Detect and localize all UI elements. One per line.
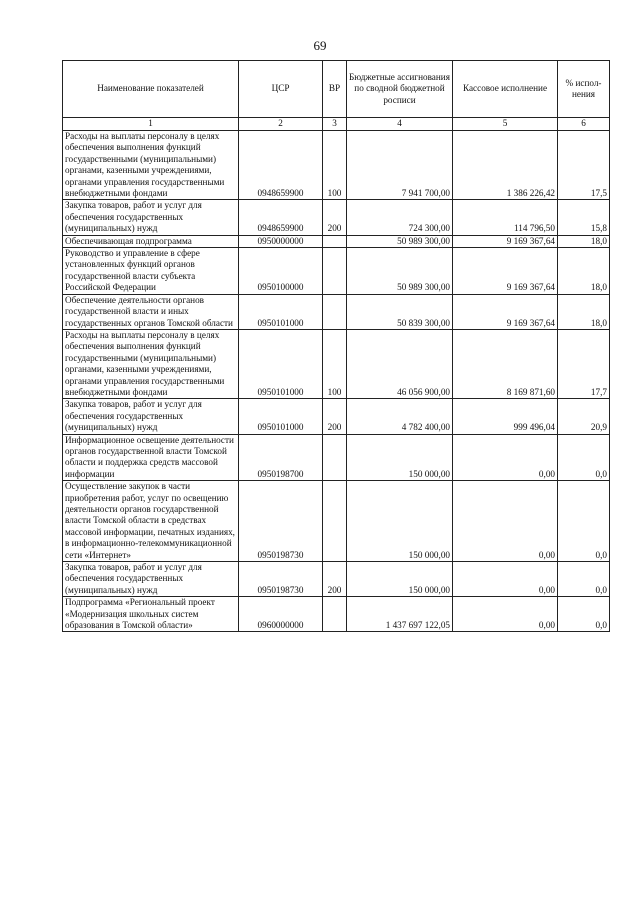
row-budget: 150 000,00	[347, 434, 453, 481]
col-index: 6	[558, 118, 610, 131]
col-index: 2	[239, 118, 323, 131]
row-pct: 18,0	[558, 294, 610, 329]
row-budget: 50 989 300,00	[347, 248, 453, 295]
row-vr: 200	[323, 200, 347, 235]
row-vr	[323, 597, 347, 632]
row-csr: 0950000000	[239, 235, 323, 247]
row-name: Закупка товаров, работ и услуг для обеспечения государственных (муниципальных) нужд	[63, 562, 239, 597]
table-row	[63, 399, 610, 434]
row-csr: 0948659900	[239, 131, 323, 200]
row-cash: 0,00	[453, 434, 558, 481]
header-csr: ЦСР	[239, 61, 323, 118]
row-cash: 9 169 367,64	[453, 235, 558, 247]
row-csr: 0960000000	[239, 597, 323, 632]
table-row	[63, 329, 610, 398]
row-budget: 50 839 300,00	[347, 294, 453, 329]
row-budget: 724 300,00	[347, 200, 453, 235]
row-name: Расходы на выплаты персоналу в целях обеспечения выполнения функций государственными (муниципальными) органами, казенными учреждениями, органами управления государственными внебюджетными фондами	[63, 131, 239, 200]
table-row	[63, 131, 610, 200]
row-pct: 20,9	[558, 399, 610, 434]
row-pct: 0,0	[558, 481, 610, 562]
row-pct: 0,0	[558, 597, 610, 632]
table-row	[63, 434, 610, 481]
row-vr: 200	[323, 562, 347, 597]
row-vr	[323, 235, 347, 247]
row-budget: 50 989 300,00	[347, 235, 453, 247]
row-vr: 100	[323, 131, 347, 200]
row-budget: 150 000,00	[347, 562, 453, 597]
row-csr: 0950101000	[239, 294, 323, 329]
header-cash: Кассовое исполнение	[453, 61, 558, 118]
row-cash: 0,00	[453, 597, 558, 632]
row-cash: 114 796,50	[453, 200, 558, 235]
table-row	[63, 597, 610, 632]
row-vr	[323, 434, 347, 481]
col-index: 4	[347, 118, 453, 131]
row-vr	[323, 481, 347, 562]
row-pct: 18,0	[558, 235, 610, 247]
table-row	[63, 294, 610, 329]
row-cash: 8 169 871,60	[453, 329, 558, 398]
row-csr: 0950198700	[239, 434, 323, 481]
row-pct: 18,0	[558, 248, 610, 295]
row-csr: 0950101000	[239, 329, 323, 398]
row-budget: 150 000,00	[347, 481, 453, 562]
table-row	[63, 235, 610, 247]
row-vr	[323, 248, 347, 295]
row-csr: 0950101000	[239, 399, 323, 434]
header-row	[63, 61, 610, 118]
row-cash: 1 386 226,42	[453, 131, 558, 200]
col-index: 5	[453, 118, 558, 131]
header-pct: % испол-нения	[558, 61, 610, 118]
row-csr: 0950100000	[239, 248, 323, 295]
table-row	[63, 481, 610, 562]
row-budget: 1 437 697 122,05	[347, 597, 453, 632]
row-name: Расходы на выплаты персоналу в целях обеспечения выполнения функций государственными (муниципальными) органами, казенными учреждениями, органами управления государственными внебюджетными фондами	[63, 329, 239, 398]
row-cash: 999 496,04	[453, 399, 558, 434]
header-budget: Бюджетные ассигнования по сводной бюджетной росписи	[347, 61, 453, 118]
row-csr: 0950198730	[239, 481, 323, 562]
column-index-row	[63, 118, 610, 131]
header-vr: ВР	[323, 61, 347, 118]
table-row	[63, 562, 610, 597]
row-cash: 9 169 367,64	[453, 294, 558, 329]
row-budget: 4 782 400,00	[347, 399, 453, 434]
row-csr: 0950198730	[239, 562, 323, 597]
table-row	[63, 248, 610, 295]
page-number: 69	[313, 38, 327, 53]
row-name: Закупка товаров, работ и услуг для обеспечения государственных (муниципальных) нужд	[63, 200, 239, 235]
row-name: Подпрограмма «Региональный проект «Модернизация школьных систем образования в Томской области»	[63, 597, 239, 632]
row-name: Обеспечение деятельности органов государственной власти и иных государственных органов Томской области	[63, 294, 239, 329]
header-name: Наименование показателей	[63, 61, 239, 118]
row-vr	[323, 294, 347, 329]
row-pct: 0,0	[558, 562, 610, 597]
row-cash: 9 169 367,64	[453, 248, 558, 295]
row-csr: 0948659900	[239, 200, 323, 235]
row-name: Осуществление закупок в части приобретения работ, услуг по освещению деятельности органов государственной власти Томской области в средствах массовой информации, печатных изданиях, в информационно-телекоммуникационной сети «Интернет»	[63, 481, 239, 562]
table-row	[63, 200, 610, 235]
row-cash: 0,00	[453, 481, 558, 562]
row-vr: 200	[323, 399, 347, 434]
row-pct: 15,8	[558, 200, 610, 235]
row-name: Обеспечивающая подпрограмма	[63, 235, 239, 247]
row-name: Закупка товаров, работ и услуг для обеспечения государственных (муниципальных) нужд	[63, 399, 239, 434]
row-budget: 7 941 700,00	[347, 131, 453, 200]
row-pct: 0,0	[558, 434, 610, 481]
col-index: 3	[323, 118, 347, 131]
row-cash: 0,00	[453, 562, 558, 597]
col-index: 1	[63, 118, 239, 131]
row-vr: 100	[323, 329, 347, 398]
row-budget: 46 056 900,00	[347, 329, 453, 398]
budget-execution-table	[62, 60, 610, 632]
row-pct: 17,5	[558, 131, 610, 200]
row-name: Руководство и управление в сфере установленных функций органов государственной власти субъекта Российской Федерации	[63, 248, 239, 295]
row-name: Информационное освещение деятельности органов государственной власти Томской области и поддержка средств массовой информации	[63, 434, 239, 481]
row-pct: 17,7	[558, 329, 610, 398]
